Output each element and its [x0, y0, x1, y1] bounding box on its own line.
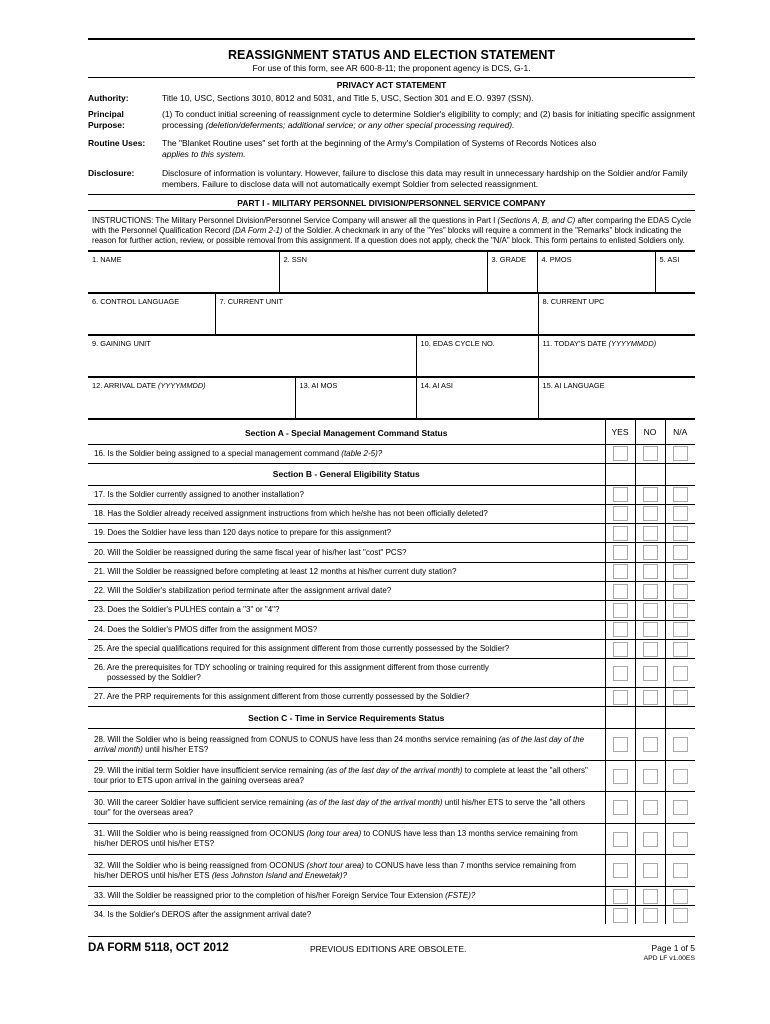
- top-rule: [88, 38, 695, 40]
- checkbox[interactable]: [613, 622, 628, 637]
- checkbox[interactable]: [643, 487, 658, 502]
- q19-yes[interactable]: [605, 524, 635, 543]
- question-row: [88, 581, 695, 600]
- spacer: [665, 463, 695, 485]
- spacer: [635, 707, 665, 729]
- q31-italic: (long tour area): [306, 829, 362, 839]
- question-24: 24. Does the Soldier's PMOS differ from the assignment MOS?: [88, 620, 605, 639]
- q31-text-end: to CONUS have less than 13 months service remaining from his/her DEROS until his/her ETS?: [94, 829, 578, 849]
- instructions: [88, 211, 695, 251]
- info-fields-table: [88, 251, 695, 293]
- question-row: [88, 792, 695, 824]
- question-row: [88, 760, 695, 792]
- checkbox[interactable]: [673, 584, 688, 599]
- checkbox[interactable]: [673, 690, 688, 705]
- pmos-label: 4. PMOS: [541, 254, 572, 264]
- arrival-date-field[interactable]: [88, 377, 295, 418]
- q20-no[interactable]: [635, 543, 665, 562]
- question-row: [88, 855, 695, 887]
- checkbox[interactable]: [643, 545, 658, 560]
- checkbox[interactable]: [643, 737, 658, 752]
- q32-text: 32. Will the Soldier who is being reassigned from OCONUS: [94, 860, 305, 870]
- routine-uses-label: Routine Uses:: [88, 137, 146, 148]
- section-b-header: [88, 463, 695, 485]
- question-row: [88, 524, 695, 543]
- question-row: [88, 659, 695, 688]
- question-31: [88, 823, 605, 855]
- question-26: [88, 659, 605, 688]
- question-row: [88, 639, 695, 658]
- current-unit-label: 7. CURRENT UNIT: [219, 296, 284, 306]
- checkbox[interactable]: [673, 526, 688, 541]
- q29-na[interactable]: [665, 760, 695, 792]
- q26-text-cont: possessed by the Soldier?: [107, 673, 201, 683]
- checkbox[interactable]: [673, 889, 688, 904]
- info-fields-row3: [88, 335, 695, 377]
- checkbox[interactable]: [673, 506, 688, 521]
- q25-na[interactable]: [665, 639, 695, 658]
- ai-language-field[interactable]: [538, 377, 695, 418]
- checkbox[interactable]: [643, 889, 658, 904]
- form-subtitle: For use of this form, see AR 600-8-11; the proponent agency is DCS, G-1.: [252, 63, 531, 73]
- info-fields-row4: [88, 377, 695, 419]
- ai-mos-field[interactable]: [295, 377, 416, 418]
- question-row: [88, 444, 695, 463]
- todays-date-format: (YYYYMMDD): [608, 338, 657, 348]
- checkbox[interactable]: [613, 832, 628, 847]
- purpose-label: Principal Purpose:: [88, 108, 125, 130]
- control-language-label: 6. CONTROL LANGUAGE: [92, 296, 180, 306]
- divider: [88, 77, 695, 78]
- previous-editions-note: PREVIOUS EDITIONS ARE OBSOLETE.: [310, 944, 467, 954]
- form-footer: [88, 936, 695, 967]
- control-language-field[interactable]: [88, 293, 215, 334]
- disclosure-text: Disclosure of information is voluntary. However, failure to disclose this data may result in unnecessary hardship on the Soldier and/or Family members. Failure to disclose data will not automatically exempt Soldier from selected reassignment.: [162, 167, 688, 189]
- q32-text-mid: to CONUS have less than 7 months service remaining from his/her DEROS until his/her ETS: [94, 860, 577, 880]
- instructions-text-a: INSTRUCTIONS: The Military Personnel Division/Personnel Service Company will answer all the questions in Part I: [92, 215, 496, 225]
- q16-italic: (table 2-5)?: [341, 448, 383, 458]
- instructions-text-b: after comparing the EDAS Cycle with the Personnel Qualification Record: [92, 215, 692, 235]
- q16-no[interactable]: [635, 444, 665, 463]
- question-18: 18. Has the Soldier already received assignment instructions from which he/she has not been officially deleted?: [88, 504, 605, 523]
- checkbox[interactable]: [613, 584, 628, 599]
- q20-yes[interactable]: [605, 543, 635, 562]
- q28-no[interactable]: [635, 729, 665, 761]
- question-row: [88, 485, 695, 504]
- q24-no[interactable]: [635, 620, 665, 639]
- q30-text-end: until his/her ETS to serve the "all others tour" for the overseas area?: [94, 797, 585, 817]
- checkbox[interactable]: [643, 690, 658, 705]
- section-b-title: Section B - General Eligibility Status: [88, 463, 605, 485]
- no-column-header: NO: [635, 419, 665, 444]
- current-upc-label: 8. CURRENT UPC: [542, 296, 605, 306]
- ssn-field[interactable]: [279, 251, 487, 292]
- routine-italic: applies to this system.: [162, 149, 246, 159]
- form-title: REASSIGNMENT STATUS AND ELECTION STATEMENT: [227, 48, 556, 62]
- question-33: [88, 886, 605, 906]
- section-a-header: [88, 419, 695, 444]
- question-22: 22. Will the Soldier's stabilization period terminate after the assignment arrival date?: [88, 581, 605, 600]
- checkbox[interactable]: [613, 666, 628, 681]
- gaining-unit-field[interactable]: [88, 335, 416, 376]
- q28-na[interactable]: [665, 729, 695, 761]
- checkbox[interactable]: [673, 863, 688, 878]
- instructions-italic-b: (DA Form 2-1): [232, 225, 283, 235]
- q16-na[interactable]: [665, 444, 695, 463]
- q34-no[interactable]: [635, 906, 665, 924]
- page-number: Page 1 of 5: [651, 943, 695, 953]
- q21-na[interactable]: [665, 562, 695, 581]
- q33-text: 33. Will the Soldier be reassigned prior to the completion of his/her Foreign Service Tour Extension: [94, 891, 443, 901]
- q31-yes[interactable]: [605, 823, 635, 855]
- q18-no[interactable]: [635, 504, 665, 523]
- checkbox[interactable]: [643, 526, 658, 541]
- disclosure-label: Disclosure:: [88, 167, 135, 178]
- question-28: [88, 729, 605, 761]
- question-row: [88, 562, 695, 581]
- form-number: DA FORM 5118, OCT 2012: [88, 942, 229, 954]
- todays-date-label: 11. TODAY'S DATE: [542, 338, 607, 348]
- current-upc-field[interactable]: [538, 293, 695, 334]
- checkbox[interactable]: [673, 832, 688, 847]
- question-row: [88, 906, 695, 924]
- q32-na[interactable]: [665, 855, 695, 887]
- todays-date-field[interactable]: [538, 335, 695, 376]
- q27-yes[interactable]: [605, 688, 635, 707]
- checkbox[interactable]: [613, 690, 628, 705]
- q25-yes[interactable]: [605, 639, 635, 658]
- routine-uses-row: [88, 138, 695, 161]
- authority-label: Authority:: [88, 93, 129, 103]
- checkbox[interactable]: [643, 506, 658, 521]
- ai-asi-label: 14. AI ASI: [420, 380, 453, 390]
- spacer: [665, 707, 695, 729]
- ssn-label: 2. SSN: [283, 254, 307, 264]
- yes-column-header: YES: [605, 419, 635, 444]
- q32-italic-end: (less Johnston Island and Enewetak)?: [211, 870, 348, 880]
- purpose-italic: (deletion/deferments; additional service; or any other special processing required).: [205, 120, 515, 130]
- question-29: [88, 760, 605, 792]
- checkbox[interactable]: [673, 622, 688, 637]
- q22-na[interactable]: [665, 581, 695, 600]
- question-17: 17. Is the Soldier currently assigned to another installation?: [88, 485, 605, 504]
- q22-yes[interactable]: [605, 581, 635, 600]
- question-20: 20. Will the Soldier be reassigned during the same fiscal year of his/her last "cost" PCS?: [88, 543, 605, 562]
- spacer: [605, 463, 635, 485]
- edas-cycle-label: 10. EDAS CYCLE NO.: [420, 338, 495, 348]
- q33-italic: (FSTE)?: [445, 891, 476, 901]
- question-row: [88, 886, 695, 906]
- question-row: [88, 504, 695, 523]
- checkbox[interactable]: [613, 487, 628, 502]
- checkbox[interactable]: [643, 769, 658, 784]
- q21-yes[interactable]: [605, 562, 635, 581]
- questions-table: [88, 419, 695, 924]
- q22-no[interactable]: [635, 581, 665, 600]
- routine-body: The "Blanket Routine uses" set forth at the beginning of the Army's Compilation of Systems of Records Notices also: [162, 137, 597, 148]
- edas-cycle-field[interactable]: [416, 335, 538, 376]
- q28-yes[interactable]: [605, 729, 635, 761]
- purpose-text: [162, 109, 695, 132]
- checkbox[interactable]: [613, 564, 628, 579]
- q28-text-end: until his/her ETS?: [145, 744, 209, 754]
- q34-yes[interactable]: [605, 906, 635, 924]
- q20-na[interactable]: [665, 543, 695, 562]
- checkbox[interactable]: [643, 666, 658, 681]
- q26-no[interactable]: [635, 659, 665, 688]
- privacy-act-heading: PRIVACY ACT STATEMENT: [336, 80, 447, 90]
- question-30: [88, 792, 605, 824]
- gaining-unit-label: 9. GAINING UNIT: [92, 338, 151, 348]
- q31-no[interactable]: [635, 823, 665, 855]
- info-fields-row2: [88, 293, 695, 335]
- checkbox[interactable]: [673, 769, 688, 784]
- question-25: 25. Are the special qualifications required for this assignment different from those currently possessed by the Soldier?: [88, 639, 605, 658]
- checkbox[interactable]: [613, 800, 628, 815]
- q23-no[interactable]: [635, 601, 665, 620]
- q24-na[interactable]: [665, 620, 695, 639]
- section-c-title: Section C - Time in Service Requirements Status: [88, 707, 605, 729]
- checkbox[interactable]: [613, 545, 628, 560]
- q30-na[interactable]: [665, 792, 695, 824]
- checkbox[interactable]: [613, 769, 628, 784]
- checkbox[interactable]: [673, 603, 688, 618]
- q29-no[interactable]: [635, 760, 665, 792]
- checkbox[interactable]: [643, 832, 658, 847]
- q33-na[interactable]: [665, 886, 695, 906]
- question-27: 27. Are the PRP requirements for this assignment different from those currently possessed by the Soldier?: [88, 688, 605, 707]
- asi-label: 5. ASI: [659, 254, 680, 264]
- q19-no[interactable]: [635, 524, 665, 543]
- q26-na[interactable]: [665, 659, 695, 688]
- checkbox[interactable]: [643, 800, 658, 815]
- q21-no[interactable]: [635, 562, 665, 581]
- section-a-title: Section A - Special Management Command Status: [88, 419, 605, 444]
- question-21: 21. Will the Soldier be reassigned before completing at least 12 months at his/her current duty station?: [88, 562, 605, 581]
- checkbox[interactable]: [673, 487, 688, 502]
- checkbox[interactable]: [673, 545, 688, 560]
- checkbox[interactable]: [673, 642, 688, 657]
- checkbox[interactable]: [673, 908, 688, 923]
- question-row: [88, 688, 695, 707]
- checkbox[interactable]: [673, 446, 688, 461]
- arrival-date-label: 12. ARRIVAL DATE: [92, 380, 156, 390]
- question-23: 23. Does the Soldier's PULHES contain a "3" or "4"?: [88, 601, 605, 620]
- part1-heading: PART I - MILITARY PERSONNEL DIVISION/PERSONNEL SERVICE COMPANY: [88, 194, 695, 211]
- q31-text: 31. Will the Soldier who is being reassigned from OCONUS: [94, 829, 305, 839]
- form-page: [88, 38, 695, 962]
- grade-label: 3. GRADE: [491, 254, 527, 264]
- checkbox[interactable]: [613, 863, 628, 878]
- ai-language-label: 15. AI LANGUAGE: [542, 380, 605, 390]
- checkbox[interactable]: [643, 446, 658, 461]
- asi-field[interactable]: [655, 251, 695, 292]
- q29-yes[interactable]: [605, 760, 635, 792]
- arrival-date-format: (YYYYMMDD): [158, 380, 206, 390]
- checkbox[interactable]: [643, 603, 658, 618]
- name-field[interactable]: [88, 251, 279, 292]
- q24-yes[interactable]: [605, 620, 635, 639]
- q27-na[interactable]: [665, 688, 695, 707]
- question-row: [88, 729, 695, 761]
- section-c-header: [88, 707, 695, 729]
- disclosure-row: [88, 168, 695, 191]
- checkbox[interactable]: [673, 737, 688, 752]
- q26-text: 26. Are the prerequisites for TDY schooling or training required for this assignment different from those currently: [94, 663, 489, 673]
- q33-no[interactable]: [635, 886, 665, 906]
- checkbox[interactable]: [613, 737, 628, 752]
- q33-yes[interactable]: [605, 886, 635, 906]
- authority-row: [88, 93, 695, 105]
- q30-italic: (as of the last day of the arrival month): [305, 797, 443, 807]
- checkbox[interactable]: [643, 622, 658, 637]
- spacer: [635, 463, 665, 485]
- q28-italic: (as of the last day of the arrival month): [94, 734, 585, 754]
- ai-asi-field[interactable]: [416, 377, 538, 418]
- checkbox[interactable]: [643, 863, 658, 878]
- checkbox[interactable]: [613, 908, 628, 923]
- spacer: [605, 707, 635, 729]
- q23-yes[interactable]: [605, 601, 635, 620]
- question-32: [88, 855, 605, 887]
- checkbox[interactable]: [673, 666, 688, 681]
- current-unit-field[interactable]: [215, 293, 538, 334]
- purpose-body: (1) To conduct initial screening of reassignment cycle to determine Soldier's eligibility to comply; and (2) basis for initiating specific assignment processing: [162, 108, 695, 130]
- question-34: 34. Is the Soldier's DEROS after the assignment arrival date?: [88, 906, 605, 924]
- checkbox[interactable]: [673, 564, 688, 579]
- ai-mos-label: 13. AI MOS: [299, 380, 338, 390]
- q32-italic: (short tour area): [306, 860, 364, 870]
- question-19: 19. Does the Soldier have less than 120 days notice to prepare for this assignment?: [88, 524, 605, 543]
- routine-uses-text: [162, 138, 695, 161]
- checkbox[interactable]: [613, 506, 628, 521]
- q17-yes[interactable]: [605, 485, 635, 504]
- checkbox[interactable]: [643, 642, 658, 657]
- q17-no[interactable]: [635, 485, 665, 504]
- grade-field[interactable]: [487, 251, 537, 292]
- q32-yes[interactable]: [605, 855, 635, 887]
- q29-italic: (as of the last day of the arrival month): [325, 766, 463, 776]
- checkbox[interactable]: [613, 642, 628, 657]
- q28-text: 28. Will the Soldier who is being reassigned from CONUS to CONUS have less than 24 months service remaining: [94, 734, 497, 744]
- name-label: 1. NAME: [92, 254, 122, 264]
- checkbox[interactable]: [673, 800, 688, 815]
- apd-version: APD LF v1.00ES: [643, 955, 695, 962]
- checkbox[interactable]: [613, 446, 628, 461]
- question-row: [88, 543, 695, 562]
- checkbox[interactable]: [643, 564, 658, 579]
- q16-yes[interactable]: [605, 444, 635, 463]
- instructions-italic-a: (Sections A, B, and C): [497, 215, 576, 225]
- question-16: [88, 444, 605, 463]
- checkbox[interactable]: [643, 584, 658, 599]
- authority-text: Title 10, USC, Sections 3010, 8012 and 5031, and Title 5, USC, Section 301 and E.O. 9397 (SSN).: [162, 93, 534, 103]
- q30-yes[interactable]: [605, 792, 635, 824]
- checkbox[interactable]: [613, 603, 628, 618]
- instructions-text-c: of the Soldier. A checkmark in any of the "Yes" blocks will require a comment in the "Remarks" block indicating the reason for further action, review, or possible removal from this assignment. If a question does not apply, check the "N/A" block. This form pertains to enlisted Soldiers only.: [92, 225, 685, 245]
- q34-na[interactable]: [665, 906, 695, 924]
- checkbox[interactable]: [613, 889, 628, 904]
- q31-na[interactable]: [665, 823, 695, 855]
- purpose-row: [88, 109, 695, 132]
- q19-na[interactable]: [665, 524, 695, 543]
- q25-no[interactable]: [635, 639, 665, 658]
- q29-text-end: to complete at least the "all others" tour prior to ETS upon arrival in the gaining overseas area?: [94, 766, 588, 786]
- q17-na[interactable]: [665, 485, 695, 504]
- q26-yes[interactable]: [605, 659, 635, 688]
- q32-no[interactable]: [635, 855, 665, 887]
- q23-na[interactable]: [665, 601, 695, 620]
- pmos-field[interactable]: [537, 251, 655, 292]
- q27-no[interactable]: [635, 688, 665, 707]
- q30-text: 30. Will the career Soldier have sufficient service remaining: [94, 797, 304, 807]
- q29-text: 29. Will the initial term Soldier have insufficient service remaining: [94, 766, 324, 776]
- question-row: [88, 601, 695, 620]
- question-row: [88, 620, 695, 639]
- checkbox[interactable]: [643, 908, 658, 923]
- q16-text: 16. Is the Soldier being assigned to a special management command: [94, 448, 340, 458]
- na-column-header: N/A: [665, 419, 695, 444]
- q18-na[interactable]: [665, 504, 695, 523]
- checkbox[interactable]: [613, 526, 628, 541]
- question-row: [88, 823, 695, 855]
- q30-no[interactable]: [635, 792, 665, 824]
- q18-yes[interactable]: [605, 504, 635, 523]
